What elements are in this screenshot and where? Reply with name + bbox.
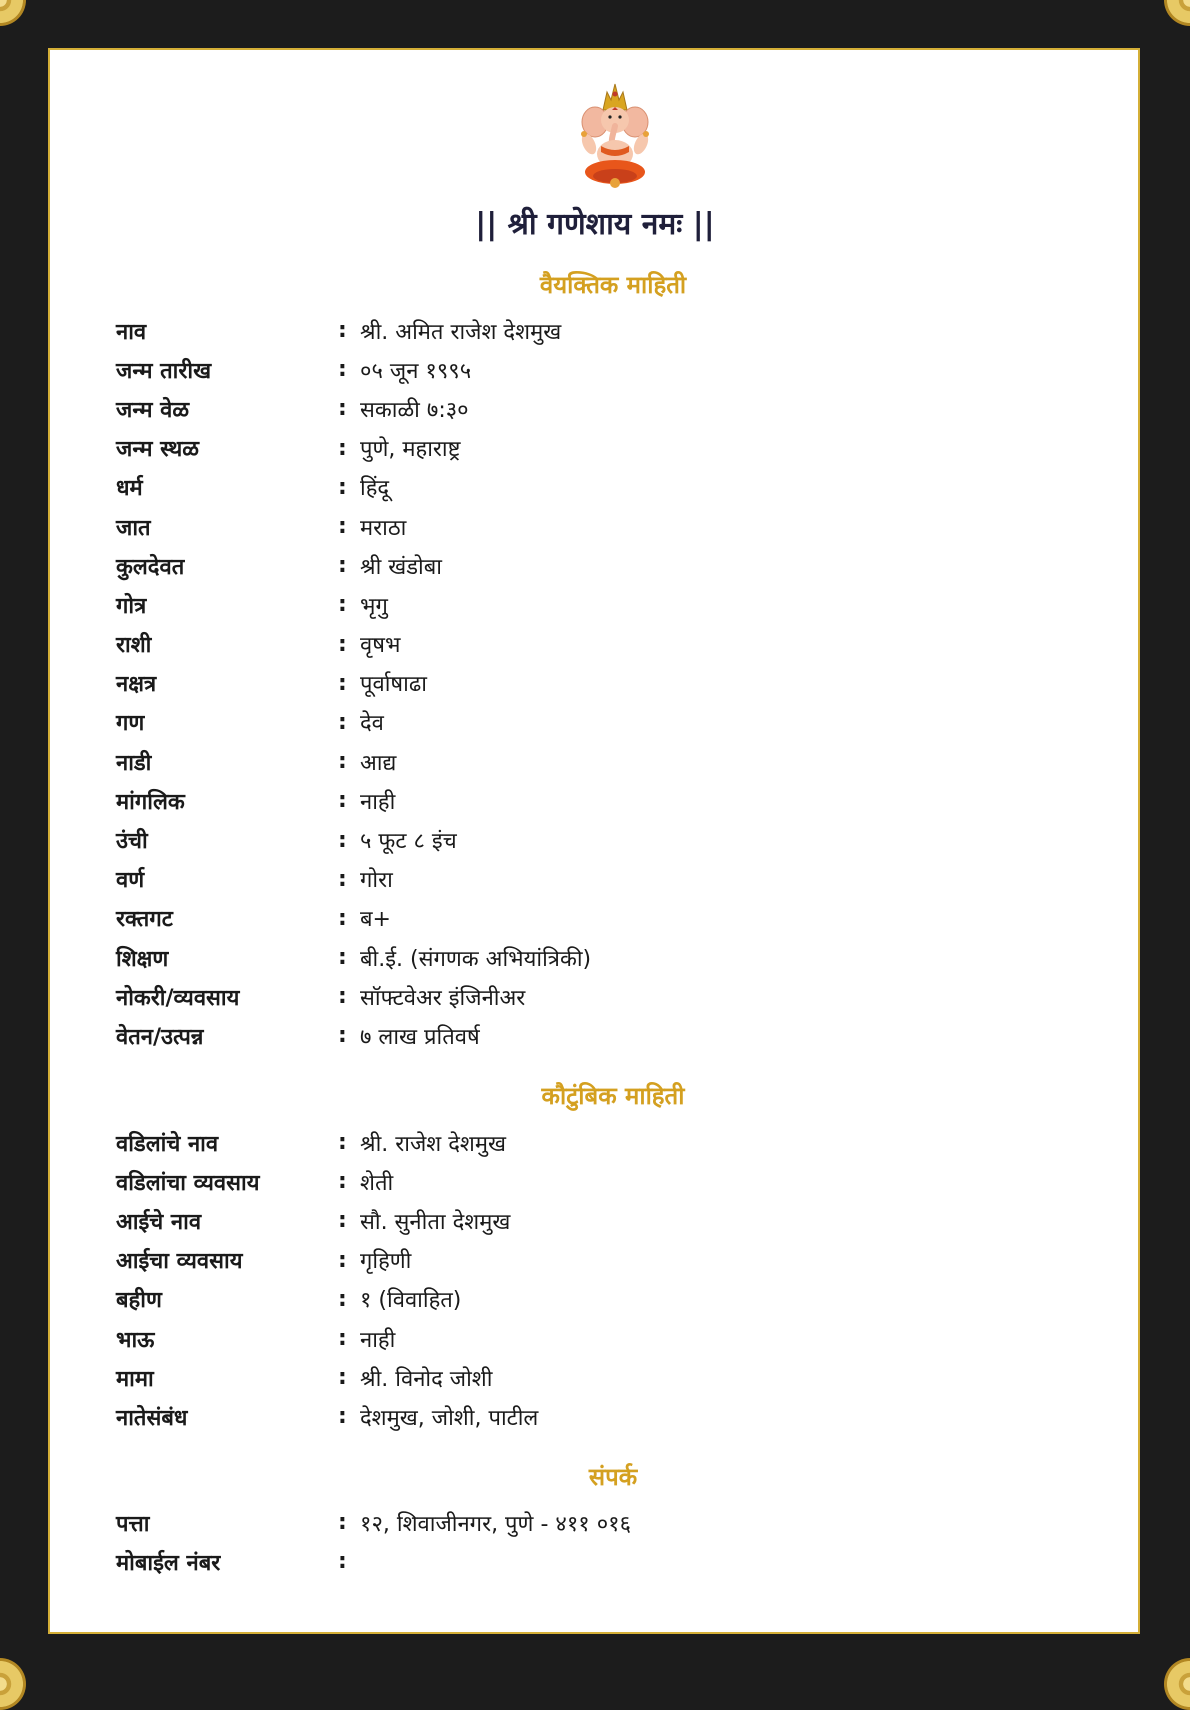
info-label: पत्ता bbox=[116, 1511, 150, 1537]
info-row bbox=[116, 1397, 1016, 1436]
info-value: सॉफ्टवेअर इंजिनीअर bbox=[360, 985, 526, 1011]
info-value: वृषभ bbox=[360, 633, 401, 659]
info-row bbox=[116, 350, 1016, 389]
info-label: नोकरी/व्यवसाय bbox=[116, 985, 240, 1011]
info-value: गोरा bbox=[360, 868, 393, 894]
info-label: गण bbox=[116, 711, 145, 737]
info-row bbox=[116, 860, 1016, 899]
info-separator: : bbox=[338, 749, 347, 775]
info-row bbox=[116, 664, 1016, 703]
info-label: गोत्र bbox=[116, 593, 147, 619]
section-title-contact: संपर्क bbox=[588, 1463, 638, 1491]
info-row bbox=[116, 1162, 1016, 1201]
info-value: देशमुख, जोशी, पाटील bbox=[360, 1405, 539, 1431]
info-separator: : bbox=[338, 1326, 347, 1352]
info-label: शिक्षण bbox=[116, 946, 169, 972]
info-value: नाही bbox=[360, 789, 396, 815]
invocation-title: || श्री गणेशाय नमः || bbox=[475, 207, 715, 242]
info-value: श्री खंडोबा bbox=[360, 554, 442, 580]
info-label: उंची bbox=[116, 829, 148, 855]
info-value: नाही bbox=[360, 1327, 396, 1353]
info-row bbox=[116, 311, 1016, 350]
section-title-personal: वैयक्तिक माहिती bbox=[539, 271, 687, 299]
info-separator: : bbox=[338, 474, 347, 500]
info-value: श्री. राजेश देशमुख bbox=[360, 1131, 507, 1157]
info-row bbox=[116, 899, 1016, 938]
info-value: ५ फूट ८ इंच bbox=[360, 829, 457, 855]
info-row bbox=[116, 1201, 1016, 1240]
info-row bbox=[116, 1319, 1016, 1358]
info-label: नातेसंबंध bbox=[116, 1405, 188, 1431]
corner-ornament-top-right bbox=[1164, 0, 1190, 26]
info-separator: : bbox=[338, 435, 347, 461]
info-separator: : bbox=[338, 788, 347, 814]
personal-info-list bbox=[116, 311, 1016, 1056]
info-row bbox=[116, 585, 1016, 624]
info-separator: : bbox=[338, 670, 347, 696]
info-separator: : bbox=[338, 1247, 347, 1273]
info-label: जन्म वेळ bbox=[116, 397, 190, 423]
info-value: १२, शिवाजीनगर, पुणे - ४११ ०१६ bbox=[360, 1511, 632, 1537]
info-row bbox=[116, 1123, 1016, 1162]
info-value: श्री. विनोद जोशी bbox=[360, 1366, 493, 1392]
info-label: कुलदेवत bbox=[116, 554, 185, 580]
info-row bbox=[116, 429, 1016, 468]
info-separator: : bbox=[338, 827, 347, 853]
info-value: पुणे, महाराष्ट्र bbox=[360, 437, 461, 463]
info-label: मामा bbox=[116, 1366, 154, 1392]
info-row bbox=[116, 389, 1016, 428]
info-label: वडिलांचा व्यवसाय bbox=[116, 1170, 260, 1196]
info-row bbox=[116, 1280, 1016, 1319]
info-row bbox=[116, 468, 1016, 507]
info-label: बहीण bbox=[116, 1288, 162, 1314]
info-separator: : bbox=[338, 1549, 347, 1575]
info-value: पूर्वाषाढा bbox=[360, 672, 427, 698]
info-value: ७ लाख प्रतिवर्ष bbox=[360, 1024, 480, 1050]
info-separator: : bbox=[338, 984, 347, 1010]
section-title-family: कौटुंबिक माहिती bbox=[541, 1082, 685, 1110]
info-value: ब+ bbox=[360, 907, 391, 933]
info-separator: : bbox=[338, 553, 347, 579]
info-label: नाव bbox=[116, 319, 147, 345]
info-separator: : bbox=[338, 1130, 347, 1156]
info-value: भृगु bbox=[360, 593, 388, 619]
info-label: वडिलांचे नाव bbox=[116, 1131, 219, 1157]
corner-ornament-bottom-right bbox=[1164, 1658, 1190, 1710]
info-label: नक्षत्र bbox=[116, 672, 157, 698]
info-separator: : bbox=[338, 1023, 347, 1049]
info-separator: : bbox=[338, 1365, 347, 1391]
info-separator: : bbox=[338, 1286, 347, 1312]
info-label: रक्तगट bbox=[116, 907, 173, 933]
info-value: १ (विवाहित) bbox=[360, 1288, 462, 1314]
info-value: सकाळी ७:३० bbox=[360, 397, 469, 423]
info-row bbox=[116, 977, 1016, 1016]
info-value: मराठा bbox=[360, 515, 407, 541]
info-label: मांगलिक bbox=[116, 789, 185, 815]
info-row bbox=[116, 938, 1016, 977]
info-value: देव bbox=[360, 711, 384, 737]
info-row bbox=[116, 703, 1016, 742]
info-label: मोबाईल नंबर bbox=[116, 1550, 221, 1576]
info-value: हिंदू bbox=[360, 476, 390, 502]
ganesha-icon bbox=[571, 80, 659, 190]
info-row bbox=[116, 742, 1016, 781]
info-row bbox=[116, 1016, 1016, 1055]
info-value: सौ. सुनीता देशमुख bbox=[360, 1209, 511, 1235]
info-separator: : bbox=[338, 945, 347, 971]
corner-ornament-top-left bbox=[0, 0, 26, 26]
corner-ornament-bottom-left bbox=[0, 1658, 26, 1710]
info-separator: : bbox=[338, 905, 347, 931]
info-row bbox=[116, 1542, 1016, 1581]
info-separator: : bbox=[338, 1404, 347, 1430]
info-row bbox=[116, 507, 1016, 546]
info-label: वर्ण bbox=[116, 868, 145, 894]
info-label: जात bbox=[116, 515, 151, 541]
info-separator: : bbox=[338, 396, 347, 422]
info-label: राशी bbox=[116, 633, 152, 659]
info-value: आद्य bbox=[360, 750, 397, 776]
info-separator: : bbox=[338, 1510, 347, 1536]
info-value: शेती bbox=[360, 1170, 394, 1196]
info-separator: : bbox=[338, 592, 347, 618]
contact-info-list bbox=[116, 1503, 1016, 1581]
info-value: श्री. अमित राजेश देशमुख bbox=[360, 319, 562, 345]
info-row bbox=[116, 781, 1016, 820]
info-row bbox=[116, 1241, 1016, 1280]
info-value: बी.ई. (संगणक अभियांत्रिकी) bbox=[360, 946, 592, 972]
info-label: भाऊ bbox=[116, 1327, 155, 1353]
info-label: जन्म तारीख bbox=[116, 358, 212, 384]
info-separator: : bbox=[338, 631, 347, 657]
info-label: आईचे नाव bbox=[116, 1209, 202, 1235]
info-row bbox=[116, 546, 1016, 585]
info-label: नाडी bbox=[116, 750, 152, 776]
info-separator: : bbox=[338, 1208, 347, 1234]
info-label: जन्म स्थळ bbox=[116, 437, 200, 463]
info-value: ०५ जून १९९५ bbox=[360, 358, 472, 384]
info-separator: : bbox=[338, 1169, 347, 1195]
info-separator: : bbox=[338, 866, 347, 892]
info-row bbox=[116, 625, 1016, 664]
family-info-list bbox=[116, 1123, 1016, 1437]
info-label: आईचा व्यवसाय bbox=[116, 1249, 243, 1275]
info-row bbox=[116, 1503, 1016, 1542]
info-separator: : bbox=[338, 709, 347, 735]
info-label: वेतन/उत्पन्न bbox=[116, 1024, 204, 1050]
info-label: धर्म bbox=[116, 476, 143, 502]
info-separator: : bbox=[338, 357, 347, 383]
info-row bbox=[116, 820, 1016, 859]
info-separator: : bbox=[338, 514, 347, 540]
info-row bbox=[116, 1358, 1016, 1397]
info-value: गृहिणी bbox=[360, 1249, 412, 1275]
info-separator: : bbox=[338, 318, 347, 344]
